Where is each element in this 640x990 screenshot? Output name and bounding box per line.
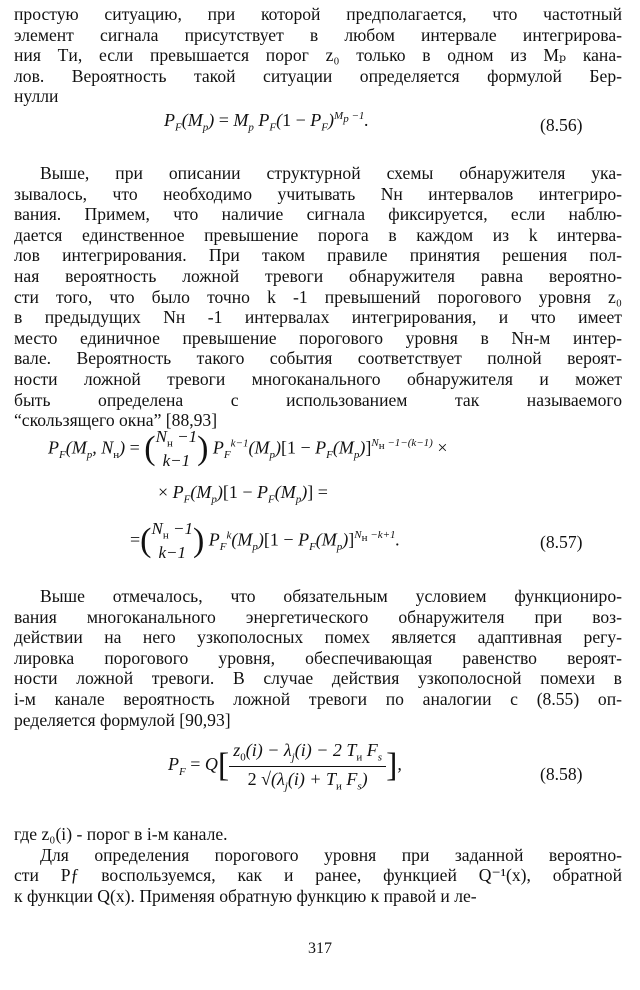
paragraph-3 — [14, 586, 622, 730]
equation-8-56: $P_F(M_p) = M_p$ $P_F(1 - P_F)^{M_p -1}$. — [164, 110, 369, 134]
equation-number-8-58: (8.58) — [540, 764, 583, 784]
paragraph-2 — [14, 163, 622, 431]
text-line: к функции Q(x). Применяя обратную функцию к правой и ле- — [14, 885, 477, 906]
text-line: дается единственное превышение порога в каждом из k интерва- — [14, 224, 622, 245]
text-line: действии на него узкополосных помех является адаптивная регу- — [14, 627, 622, 648]
text-line: вания многоканального энергетического обнаружителя при воз- — [14, 606, 622, 627]
text-line: “скользящего окна” [88,93] — [14, 410, 218, 431]
text-line: вале. Вероятность такого события соответствует полной вероят- — [14, 348, 622, 369]
text-line: ределяется формулой [90,93] — [14, 709, 231, 730]
text-line: Выше отмечалось, что обязательным условием функциониро- — [40, 586, 622, 606]
text-line: элемент сигнала присутствует в любом интервале интегрирова- — [14, 24, 622, 45]
equation-8-57-line-1: $P_F(M_p$, $N_н$) = ( $N_н -1$ k−1 ) $P_F^{k-1}(M_p)[1 - P_F(M_p)]^{N_н -1-(k-1)}$ × — [48, 427, 448, 471]
text-line: сти Pƒ воспользуемся, как и ранее, функцией Q⁻¹(x), обратной — [14, 865, 622, 886]
text-line: зывалось, что необходимо учитывать Nн интервалов интегриро- — [14, 183, 622, 204]
paragraph-1 — [14, 4, 622, 107]
page-number: 317 — [308, 940, 332, 957]
text-line: ности ложной тревоги многоканального обнаружителя и может — [14, 368, 622, 389]
text-line: простую ситуацию, при которой предполагается, что частотный — [14, 4, 622, 24]
text-line: нулли — [14, 86, 59, 107]
text-line: ная вероятность ложной тревоги обнаружителя равна вероятно- — [14, 265, 622, 286]
text-line: ния Tи, если превышается порог z₀ только в одном из Mₚ кана- — [14, 45, 622, 66]
text-line: вания. Примем, что наличие сигнала фиксируется, если наблю- — [14, 204, 622, 225]
text-line: лировка порогового уровня, обеспечивающая равенство вероят- — [14, 647, 622, 668]
text-line: Выше, при описании структурной схемы обнаружителя ука- — [40, 163, 622, 183]
equation-8-57-line-2: × $P_F(M_p)[1 - P_F(M_p)]$ = — [158, 482, 328, 506]
text-line: ности ложной тревоги. В случае действия узкополосной помехи в — [14, 668, 622, 689]
text-line: лов. Вероятность такой ситуации определяется формулой Бер- — [14, 65, 622, 86]
equation-8-58: $P_F = Q$[ $\frac{z_0(i) - \lambda_j(i) - 2 T_и F_s}{2 √(\lambda_j(i) + T_и F_s)}$ ], — [168, 740, 402, 793]
text-line: быть определена с использованием так называемого — [14, 389, 622, 410]
equation-number-8-57: (8.57) — [540, 532, 583, 552]
equation-number-8-56: (8.56) — [540, 115, 583, 135]
text-line: лов интегрирования. При таком правиле принятия решения пол- — [14, 245, 622, 266]
text-line: i-м канале вероятность ложной тревоги по аналогии с (8.55) оп- — [14, 688, 622, 709]
text-line: в предыдущих Nн -1 интервалах интегрирования, и что имеет — [14, 307, 622, 328]
equation-8-57-line-3: =( $N_н -1$ k−1 ) $P_F^k(M_p)[1 - P_F(M_p)]^{N_н -k+1}$. — [130, 519, 401, 563]
text-line: где z₀(i) - порог в i-м канале. — [14, 824, 228, 844]
paragraph-4 — [14, 824, 622, 906]
text-line: место единичное превышение порогового уровня в Nн-м интер- — [14, 327, 622, 348]
text-line: Для определения порогового уровня при заданной вероятно- — [40, 844, 622, 865]
text-line: сти того, что было точно k -1 превышений порогового уровня z₀ — [14, 286, 622, 307]
